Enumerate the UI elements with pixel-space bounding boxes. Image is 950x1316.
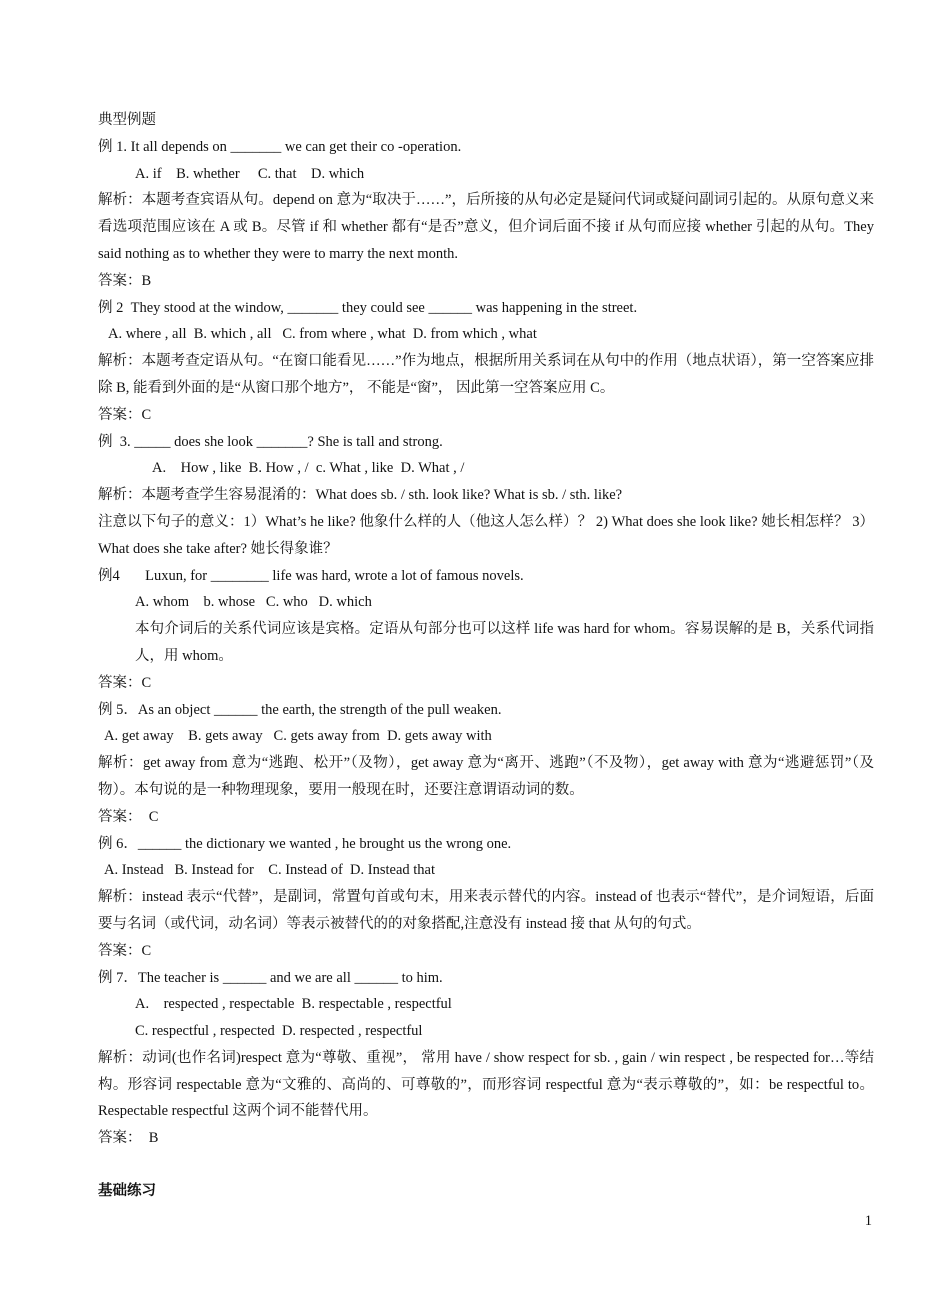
text-line: A. Instead B. Instead for C. Instead of D. Instead that bbox=[104, 862, 436, 879]
text-line: A. respected , respectable B. respectable , respectful bbox=[135, 996, 452, 1013]
text-line: 例 1. It all depends on _______ we can get their co -operation. bbox=[98, 138, 462, 155]
text-line: A. How , like B. How , / c. What , like D. What , / bbox=[152, 460, 465, 477]
text-line: 例 7．The teacher is ______ and we are all ______ to him. bbox=[98, 969, 443, 986]
spacer bbox=[98, 1152, 874, 1178]
text-line: 例 5．As an object ______ the earth, the strength of the pull weaken. bbox=[98, 701, 502, 718]
section-title: 典型例题 bbox=[98, 112, 156, 128]
text-line: 例4 Luxun, for ________ life was hard, wrote a lot of famous novels. bbox=[98, 567, 524, 584]
practice-heading: 基础练习 bbox=[98, 1183, 156, 1200]
text-line: 例 2 They stood at the window, _______ they could see ______ was happening in the street. bbox=[98, 299, 638, 316]
text-line: A. where , all B. which , all C. from where , what D. from which , what bbox=[108, 326, 537, 343]
text-line: A. if B. whether C. that D. which bbox=[135, 165, 365, 182]
text-line: 例 3. _____ does she look _______? She is tall and strong. bbox=[98, 433, 443, 450]
text-line: 答案：C bbox=[98, 406, 152, 423]
text-line: 答案： C bbox=[98, 808, 159, 825]
text-line: 解析：本题考查宾语从句。depend on 意为“取决于……”，后所接的从句必定是疑问代词或疑问副词引起的。从原句意义来看选项范围应该在 A 或 B。尽管 if 和 whether 都有“是否”意义，但介词后面不接 if 从句而应接 whether 引起的从句。They said nothing as to whether they were to marry the next month. bbox=[98, 192, 874, 262]
text-line: 例 6．______ the dictionary we wanted , he brought us the wrong one. bbox=[98, 835, 512, 852]
text-line: 本句介词后的关系代词应该是宾格。定语从句部分也可以这样 life was hard for whom。容易误解的是 B，关系代词指人，用 whom。 bbox=[135, 621, 874, 664]
text-line: 解析：本题考查定语从句。“在窗口能看见……”作为地点，根据所用关系词在从句中的作用（地点状语），第一空答案应排除 B, 能看到外面的是“从窗口那个地方”， 不能是“窗”， 因此第一空答案应用 C。 bbox=[98, 353, 874, 396]
page-number: 1 bbox=[864, 1213, 872, 1229]
text-line: 解析：本题考查学生容易混淆的：What does sb. / sth. look like? What is sb. / sth. like? bbox=[98, 487, 623, 504]
text-line: A. get away B. gets away C. gets away from D. gets away with bbox=[104, 728, 492, 745]
text-line: 解析：动词(也作名词)respect 意为“尊敬、重视”， 常用 have / show respect for sb. , gain / win respect , be respected for…等结构。形容词 respectable 意为“文雅的、高尚的、可尊敬的”，而形容词 respectful 意为“表示尊敬的”，如：be respectful to。Respectable respectful 这两个词不能替代用。 bbox=[98, 1049, 874, 1120]
text-line: 答案： B bbox=[98, 1130, 159, 1147]
text-line: C. respectful , respected D. respected , respectful bbox=[135, 1023, 423, 1040]
text-line: 答案：B bbox=[98, 272, 152, 289]
text-line: 答案：C bbox=[98, 942, 152, 959]
text-line: 解析：get away from 意为“逃跑、松开”（及物），get away 意为“离开、逃跑”（不及物），get away with 意为“逃避惩罚”（及物）。本句说的是一种物理现象，要用一般现在时，还要注意谓语动词的数。 bbox=[98, 755, 874, 798]
example-list bbox=[98, 134, 874, 1152]
text-line: 注意以下句子的意义：1）What’s he like? 他象什么样的人（他这人怎么样）？ 2) What does she look like? 她长相怎样？ 3）What does she take after? 她长得象谁？ bbox=[98, 513, 874, 557]
text-line: 答案：C bbox=[98, 674, 152, 691]
text-line: A. whom b. whose C. who D. which bbox=[135, 594, 372, 611]
text-line: 解析：instead 表示“代替”，是副词，常置句首或句末，用来表示替代的内容。instead of 也表示“替代”，是介词短语，后面要与名词（或代词，动名词）等表示被替代的的对象搭配,注意没有 instead 接 that 从句的句式。 bbox=[98, 889, 874, 932]
